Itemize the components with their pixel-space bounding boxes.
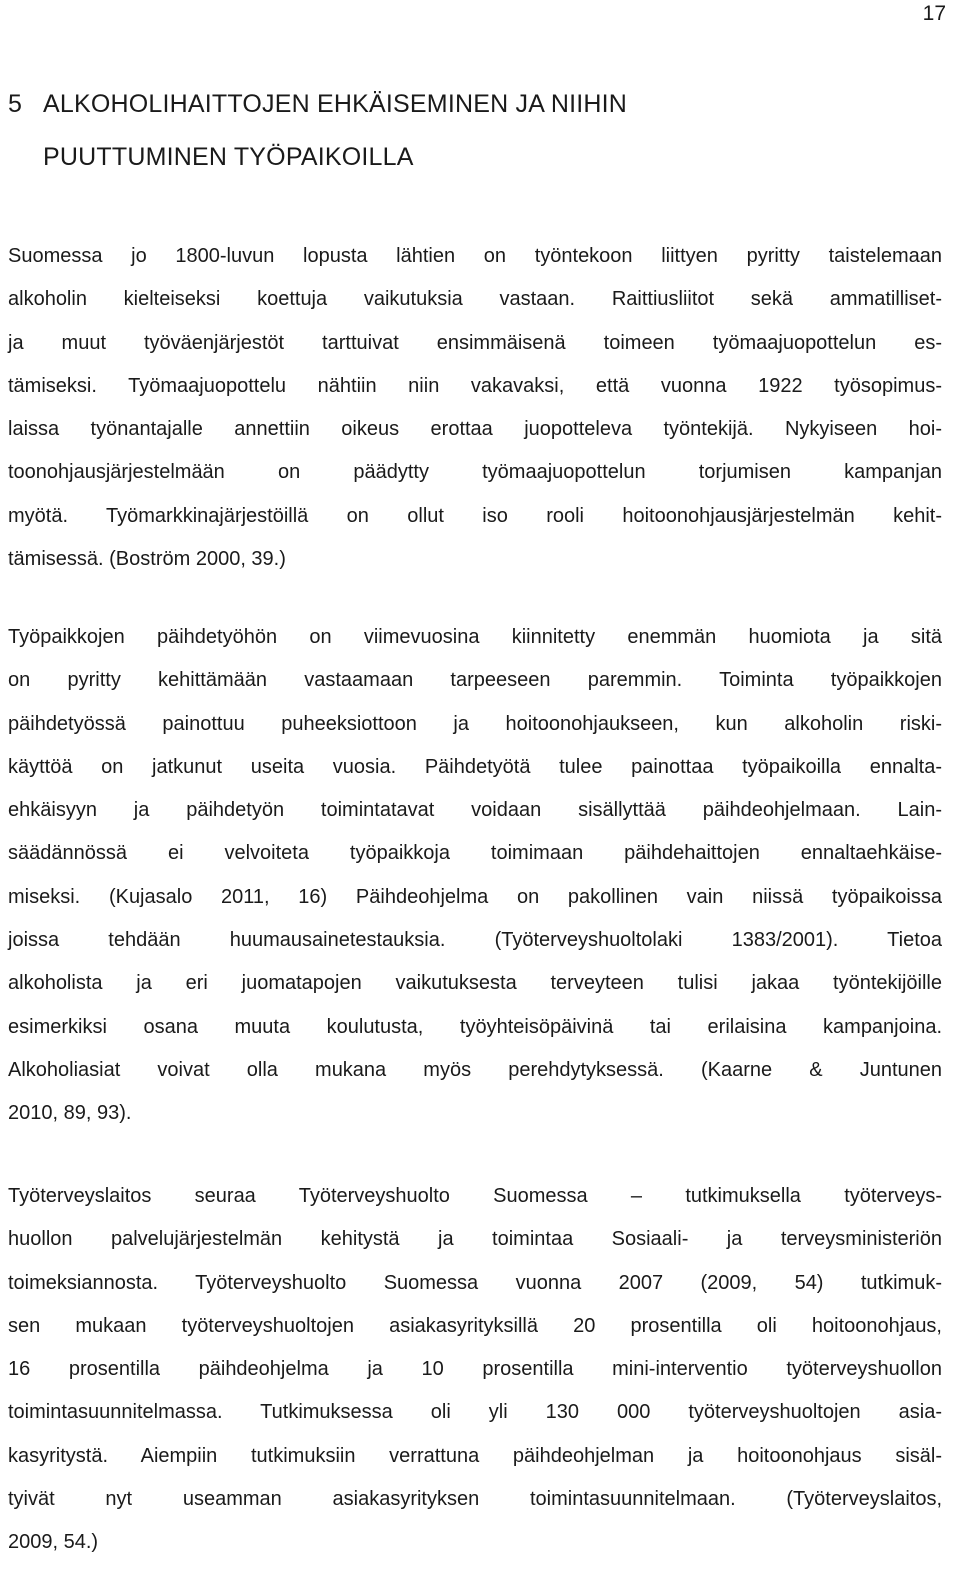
text-line: tämiseksi. Työmaajuopottelu nähtiin niin vakavaksi, että vuonna 1922 työsopimus- (8, 374, 942, 397)
paragraph-2 (8, 616, 942, 1136)
text-line: miseksi. (Kujasalo 2011, 16) Päihdeohjelma on pakollinen vain niissä työpaikoissa (8, 885, 942, 908)
text-line: tyivät nyt useamman asiakasyrityksen toimintasuunnitelmaan. (Työterveyslaitos, (8, 1488, 942, 1511)
text-line: sen mukaan työterveyshuoltojen asiakasyrityksillä 20 prosentilla oli hoitoonohjaus, (8, 1314, 942, 1337)
text-line: käyttöä on jatkunut useita vuosia. Päihdetyötä tulee painottaa työpaikoilla ennalta- (8, 755, 942, 778)
text-line: 2009, 54.) (8, 1531, 99, 1554)
text-line: huollon palvelujärjestelmän kehitystä ja toimintaa Sosiaali- ja terveysministeriön (8, 1228, 942, 1251)
heading-line-1 (8, 87, 627, 121)
text-line: Työpaikkojen päihdetyöhön on viimevuosina kiinnitetty enemmän huomiota ja sitä (8, 626, 942, 648)
text-line: kasyritystä. Aiempiin tutkimuksiin verrattuna päihdeohjelman ja hoitoonohjaus sisäl- (8, 1444, 942, 1467)
text-line: toonohjausjärjestelmään on päädytty työmaajuopottelun torjumisen kampanjan (8, 461, 942, 484)
text-line: ehkäisyyn ja päihdetyön toimintatavat voidaan sisällyttää päihdeohjelmaan. Lain- (8, 799, 942, 822)
text-line: alkoholin kielteiseksi koettuja vaikutuksia vastaan. Raittiusliitot sekä ammatilliset- (8, 288, 942, 311)
text-line: laissa työnantajalle annettiin oikeus erottaa juopotteleva työntekijä. Nykyiseen hoi- (8, 418, 942, 441)
text-line: Suomessa jo 1800-luvun lopusta lähtien on työntekoon liittyen pyritty taistelemaan (8, 245, 942, 267)
text-line: esimerkiksi osana muuta koulutusta, työyhteisöpäivinä tai erilaisina kampanjoina. (8, 1015, 942, 1038)
text-line: Alkoholiasiat voivat olla mukana myös perehdytyksessä. (Kaarne & Juntunen (8, 1058, 942, 1081)
heading-text-1: ALKOHOLIHAITTOJEN EHKÄISEMINEN JA NIIHIN (43, 90, 628, 118)
text-line: 2010, 89, 93). (8, 1102, 132, 1125)
paragraph-3 (8, 1175, 942, 1565)
text-line: myötä. Työmarkkinajärjestöillä on ollut iso rooli hoitoonohjausjärjestelmän kehit- (8, 504, 942, 527)
text-line: alkoholista ja eri juomatapojen vaikutuksesta terveyteen tulisi jakaa työntekijöille (8, 972, 942, 995)
heading-line-2: PUUTTUMINEN TYÖPAIKOILLA (43, 143, 414, 171)
text-line: päihdetyössä painottuu puheeksiottoon ja hoitoonohjaukseen, kun alkoholin riski- (8, 712, 942, 735)
text-line: toimeksiannosta. Työterveyshuolto Suomessa vuonna 2007 (2009, 54) tutkimuk- (8, 1271, 942, 1294)
chapter-number: 5 (8, 90, 23, 118)
text-line: on pyritty kehittämään vastaamaan tarpeeseen paremmin. Toiminta työpaikkojen (8, 669, 942, 692)
text-line: 16 prosentilla päihdeohjelma ja 10 prosentilla mini-interventio työterveyshuollon (8, 1358, 942, 1381)
paragraph-1 (8, 235, 942, 581)
text-line: tämisessä. (Boström 2000, 39.) (8, 548, 286, 571)
page-number: 17 (922, 2, 946, 25)
text-line: Työterveyslaitos seuraa Työterveyshuolto Suomessa – tutkimuksella työterveys- (8, 1185, 942, 1207)
text-line: joissa tehdään huumausainetestauksia. (Työterveyshuoltolaki 1383/2001). Tietoa (8, 929, 942, 952)
text-line: toimintasuunnitelmassa. Tutkimuksessa oli yli 130 000 työterveyshuoltojen asia- (8, 1401, 942, 1424)
text-line: säädännössä ei velvoiteta työpaikkoja toimimaan päihdehaittojen ennaltaehkäise- (8, 842, 942, 865)
chapter-heading (8, 87, 627, 174)
text-line: ja muut työväenjärjestöt tarttuivat ensimmäisenä toimeen työmaajuopottelun es- (8, 331, 942, 354)
